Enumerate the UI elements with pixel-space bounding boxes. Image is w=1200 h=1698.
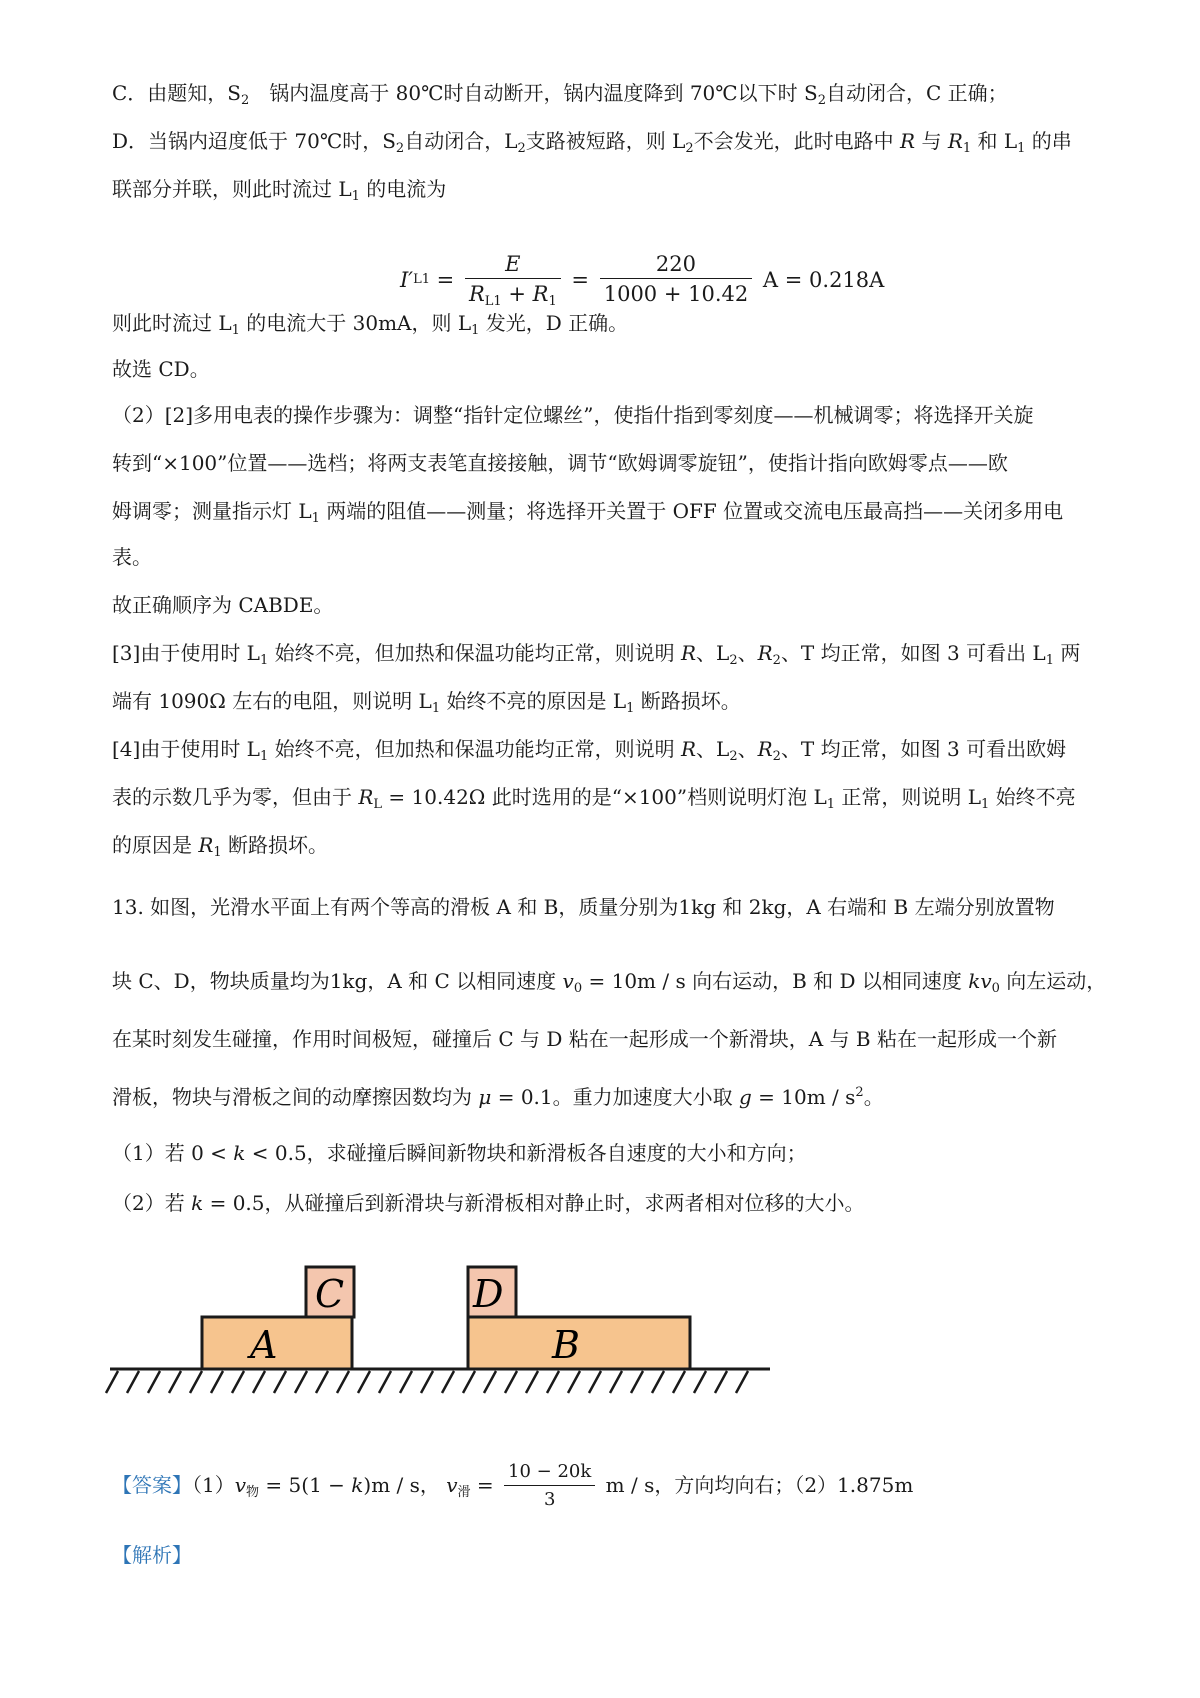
hatch-stroke xyxy=(421,1371,433,1393)
text-line-p2e: 故正确顺序为 CABDE。 xyxy=(112,593,334,617)
text-line-c: C．由题知，$S_2$ 锅内温度高于 80℃时自动断开，锅内温度降到 70℃以下时 $S_2$自动闭合，C 正确； xyxy=(112,81,1008,108)
hatch-stroke xyxy=(253,1371,265,1393)
current-formula: I′L1 = $\frac{E}{R_{L1} + R_1}$ = $\frac{220}{1000 + 10.42}$ A = 0.218A xyxy=(400,252,885,309)
label-a: A xyxy=(250,1323,278,1367)
hatch-stroke xyxy=(610,1371,622,1393)
question-13-part-2: （2）若 k = 0.5，从碰撞后到新滑块与新滑板相对静止时，求两者相对位移的大小。 xyxy=(112,1191,865,1215)
hatch-stroke xyxy=(526,1371,538,1393)
label-d: D xyxy=(473,1272,504,1316)
hatch-stroke xyxy=(715,1371,727,1393)
hatch-stroke xyxy=(589,1371,601,1393)
ground-hatching xyxy=(106,1371,748,1393)
hatch-stroke xyxy=(400,1371,412,1393)
hatch-stroke xyxy=(106,1371,118,1393)
hatch-stroke xyxy=(673,1371,685,1393)
answer-line: 【答案】$(1)v_物 = 5(1 - k)m / s$， $v_滑$ = $\frac{10 - 20k}{3}$ m / s，方向均向右；（2）1.875m xyxy=(112,1455,1102,1515)
text-line-p2b: 转到“×100”位置——选档；将两支表笔直接接触，调节“欧姆调零旋钮”，使指计指向欧姆零点——欧 xyxy=(112,451,1008,475)
text-line-p2a: （2）[2]多用电表的操作步骤为：调整“指针定位螺丝”，使指什指到零刻度——机械调零；将选择开关旋 xyxy=(112,403,1034,427)
question-13-line-1: 13. 如图，光滑水平面上有两个等高的滑板 A 和 B，质量分别为1kg 和 2kg，A 右端和 B 左端分别放置物 xyxy=(112,895,1055,919)
text-line-d1: D．当锅内迢度低于 70℃时，$S_2$自动闭合，$L_2$支路被短路，则 $L_2$不会发光，此时电路中 R 与 $R_1$ 和 $L_1$ 的串 xyxy=(112,129,1072,156)
question-13-line-3: 在某时刻发生碰撞，作用时间极短，碰撞后 C 与 D 粘在一起形成一个新滑块，A 与 B 粘在一起形成一个新 xyxy=(112,1027,1057,1051)
text-line-p3a: [3]由于使用时 $L_1$ 始终不亮，但加热和保温功能均正常，则说明 R、$L_2$、$R_2$、T 均正常，如图 3 可看出 $L_1$ 两 xyxy=(112,641,1081,668)
sliding-boards-figure xyxy=(100,1255,780,1405)
text-line-d4: 故选 CD。 xyxy=(112,357,210,381)
hatch-stroke xyxy=(631,1371,643,1393)
question-13-line-2: 块 C、D，物块质量均为1kg，A 和 C 以相同速度 $v_0 = 10m / s$ 向右运动，B 和 D 以相同速度 $kv_0$ 向左运动， xyxy=(112,969,1107,996)
hatch-stroke xyxy=(337,1371,349,1393)
hatch-stroke xyxy=(379,1371,391,1393)
hatch-stroke xyxy=(568,1371,580,1393)
hatch-stroke xyxy=(169,1371,181,1393)
hatch-stroke xyxy=(295,1371,307,1393)
hatch-stroke xyxy=(127,1371,139,1393)
hatch-stroke xyxy=(316,1371,328,1393)
hatch-stroke xyxy=(190,1371,202,1393)
label-c: C xyxy=(315,1272,345,1316)
hatch-stroke xyxy=(484,1371,496,1393)
text-line-p4a: [4]由于使用时 $L_1$ 始终不亮，但加热和保温功能均正常，则说明 R、$L_2$、$R_2$、T 均正常，如图 3 可看出欧姆 xyxy=(112,737,1067,764)
hatch-stroke xyxy=(232,1371,244,1393)
text-line-d3: 则此时流过 $L_1$ 的电流大于 30mA，则 $L_1$ 发光，D 正确。 xyxy=(112,311,629,338)
label-b: B xyxy=(552,1323,580,1367)
hatch-stroke xyxy=(442,1371,454,1393)
hatch-stroke xyxy=(694,1371,706,1393)
text-line-p2d: 表。 xyxy=(112,545,152,569)
hatch-stroke xyxy=(652,1371,664,1393)
text-line-d2: 联部分并联，则此时流过 $L_1$ 的电流为 xyxy=(112,177,447,204)
hatch-stroke xyxy=(463,1371,475,1393)
question-13-part-1: （1）若 0 < k < 0.5，求碰撞后瞬间新物块和新滑板各自速度的大小和方向； xyxy=(112,1141,807,1165)
text-line-p4c: 的原因是 $R_1$ 断路损坏。 xyxy=(112,833,329,860)
answer-tag: 【答案】 xyxy=(112,1473,192,1497)
text-line-p3b: 端有 1090Ω 左右的电阻，则说明 $L_1$ 始终不亮的原因是 $L_1$ 断路损坏。 xyxy=(112,689,741,716)
hatch-stroke xyxy=(358,1371,370,1393)
hatch-stroke xyxy=(736,1371,748,1393)
analysis-tag: 【解析】 xyxy=(112,1543,192,1567)
text-line-p2c: 姆调零；测量指示灯 $L_1$ 两端的阻值——测量；将选择开关置于 OFF 位置或交流电压最高挡——关闭多用电 xyxy=(112,499,1064,526)
fraction-220: $\frac{220}{1000 + 10.42}$ xyxy=(600,250,753,309)
question-13-line-4: 滑板，物块与滑板之间的动摩擦因数均为 μ = 0.1。重力加速度大小取 $g = 10m / s^2$。 xyxy=(112,1085,884,1109)
hatch-stroke xyxy=(274,1371,286,1393)
fraction-e-over-r: $\frac{E}{R_{L1} + R_1}$ xyxy=(465,250,561,309)
text-line-p4b: 表的示数几乎为零，但由于 $R_L = 10.42\Omega$ 此时选用的是“×100”档则说明灯泡 $L_1$ 正常，则说明 $L_1$ 始终不亮 xyxy=(112,785,1076,812)
hatch-stroke xyxy=(505,1371,517,1393)
hatch-stroke xyxy=(148,1371,160,1393)
hatch-stroke xyxy=(211,1371,223,1393)
hatch-stroke xyxy=(547,1371,559,1393)
